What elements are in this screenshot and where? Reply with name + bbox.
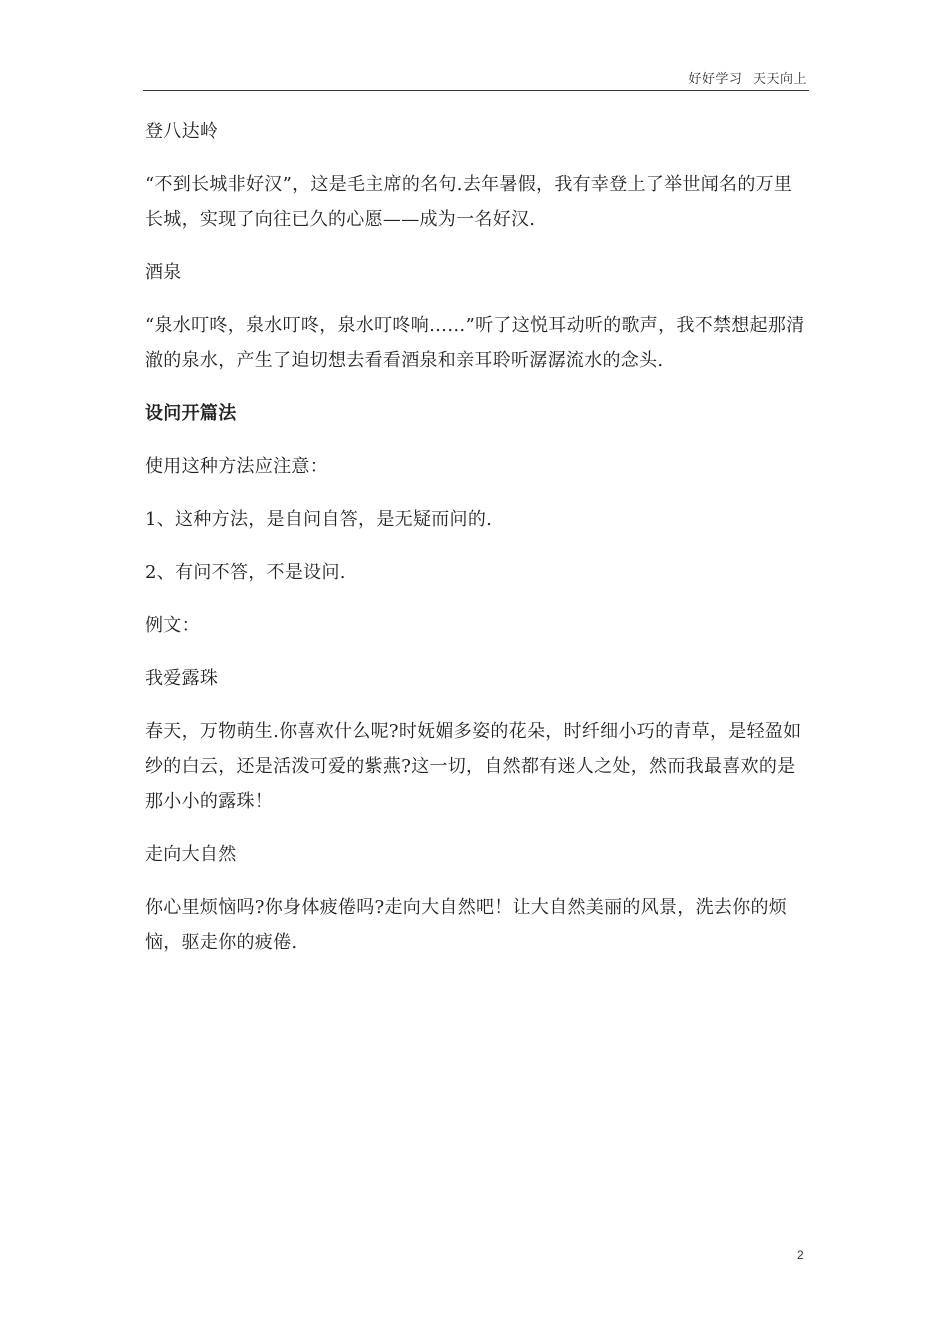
method-note-1: 1、这种方法，是自问自答，是无疑而问的. <box>145 509 493 530</box>
section-title-badaling: 登八达岭 <box>145 121 219 142</box>
page-header <box>143 62 809 91</box>
header-motto: 好好学习 天天向上 <box>688 72 807 87</box>
section-title-jiuquan: 酒泉 <box>145 262 182 283</box>
method-intro: 使用这种方法应注意： <box>145 456 328 477</box>
paragraph-dew: 春天，万物萌生.你喜欢什么呢?时妩媚多姿的花朵，时纤细小巧的青草，是轻盈如纱的白云，还是活泼可爱的紫燕?这一切，自然都有迷人之处，然而我最喜欢的是那小小的露珠！ <box>145 721 802 812</box>
example-label: 例文： <box>145 615 200 636</box>
method-heading: 设问开篇法 <box>145 403 237 424</box>
section-title-dew: 我爱露珠 <box>145 668 219 689</box>
page-number: 2 <box>797 1248 804 1262</box>
paragraph-badaling: “不到长城非好汉”，这是毛主席的名句.去年暑假，我有幸登上了举世闻名的万里长城，实现了向往已久的心愿——成为一名好汉. <box>145 174 793 230</box>
paragraph-nature: 你心里烦恼吗?你身体疲倦吗?走向大自然吧！让大自然美丽的风景，洗去你的烦恼，驱走你的疲倦. <box>145 897 788 953</box>
document-body <box>145 114 805 978</box>
method-note-2: 2、有问不答，不是设问. <box>145 562 346 583</box>
section-title-nature: 走向大自然 <box>145 844 237 865</box>
paragraph-jiuquan: “泉水叮咚，泉水叮咚，泉水叮咚响……”听了这悦耳动听的歌声，我不禁想起那清澈的泉水，产生了迫切想去看看酒泉和亲耳聆听潺潺流水的念头. <box>145 315 805 371</box>
